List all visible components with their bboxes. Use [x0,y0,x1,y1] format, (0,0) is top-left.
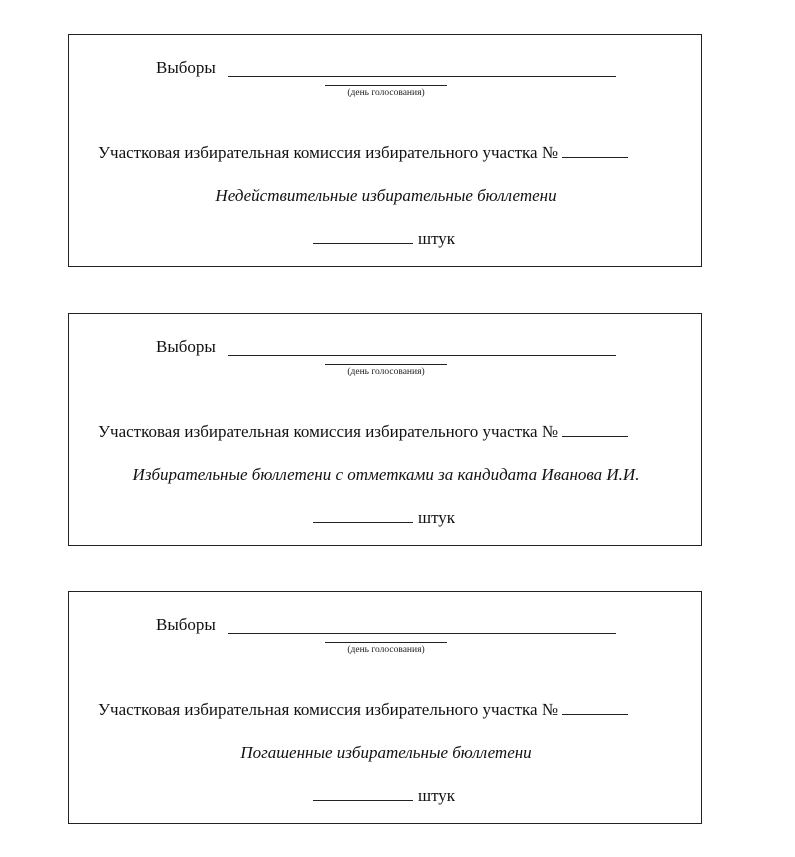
count-blank [313,522,413,523]
voting-day-blank [325,642,447,643]
ballot-type-title: Избирательные бюллетени с отметками за кандидата Иванова И.И. [132,465,640,484]
elections-name-blank [228,633,616,634]
elections-label: Выборы [156,615,216,634]
ballot-label-card-2 [68,313,702,546]
elections-row [156,336,216,358]
unit-label: штук [418,229,456,248]
commission-row [98,142,628,164]
precinct-number-blank [562,157,628,158]
count-row [313,507,455,529]
ballot-type-title: Погашенные избирательные бюллетени [240,743,532,762]
commission-row [98,421,628,443]
elections-row [156,614,216,636]
ballot-type-title: Недействительные избирательные бюллетени [215,186,557,205]
count-blank [313,243,413,244]
voting-day-blank [325,364,447,365]
count-row [313,785,455,807]
elections-label: Выборы [156,58,216,77]
voting-day-caption: (день голосования) [347,88,425,98]
elections-row [156,57,216,79]
unit-label: штук [418,508,456,527]
elections-label: Выборы [156,337,216,356]
voting-day-caption: (день голосования) [347,645,425,655]
elections-name-blank [228,76,616,77]
count-row [313,228,455,250]
voting-day-block [325,85,447,99]
unit-label: штук [418,786,456,805]
commission-row [98,699,628,721]
voting-day-block [325,364,447,378]
count-blank [313,800,413,801]
voting-day-caption: (день голосования) [347,367,425,377]
precinct-number-blank [562,436,628,437]
commission-label: Участковая избирательная комиссия избирательного участка № [98,422,559,441]
voting-day-blank [325,85,447,86]
commission-label: Участковая избирательная комиссия избирательного участка № [98,700,559,719]
precinct-number-blank [562,714,628,715]
commission-label: Участковая избирательная комиссия избирательного участка № [98,143,559,162]
elections-name-blank [228,355,616,356]
ballot-label-card-3 [68,591,702,824]
voting-day-block [325,642,447,656]
ballot-label-card-1 [68,34,702,267]
